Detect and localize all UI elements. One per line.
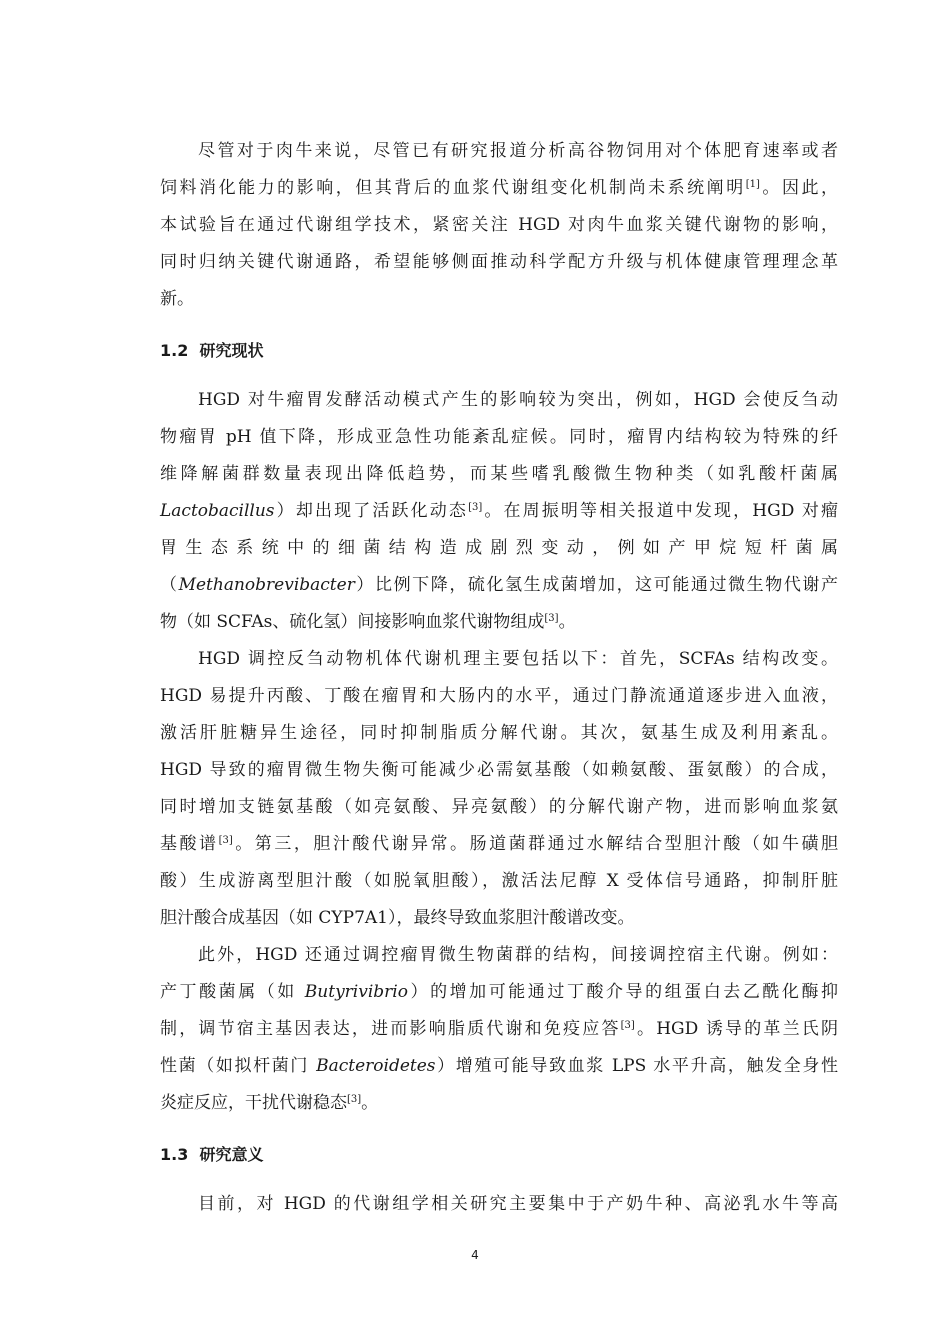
text-run: 制，调节宿主基因表达，进而影响脂质代谢和免疫应答 [160, 1019, 621, 1039]
text-line [160, 974, 838, 1011]
text-run: 。 [361, 1093, 379, 1113]
text-line [160, 493, 838, 530]
citation: [3] [620, 1020, 635, 1031]
section-heading-1-3 [160, 1144, 838, 1166]
text-line [160, 1048, 838, 1085]
text-line: 尽管对于肉牛来说，尽管已有研究报道分析高谷物饲用对个体肥育速率或者 [198, 141, 838, 161]
text-run: ）比例下降，硫化氢生成菌增加，这可能通过微生物代谢产 [354, 575, 839, 595]
paragraph-microbiota-regulation [160, 937, 838, 1122]
text-run: 。在周振明等相关报道中发现，HGD 对瘤 [482, 501, 838, 521]
paragraph-significance [160, 1186, 838, 1223]
text-line: 同时归纳关键代谢通路，希望能够侧面推动科学配方升级与机体健康管理理念革 [160, 252, 838, 272]
species-name: Lactobacillus [160, 501, 275, 521]
citation: [3] [347, 1094, 362, 1105]
paragraph-intro [160, 133, 838, 318]
text-line [160, 604, 838, 641]
citation: [3] [468, 502, 483, 513]
text-run: 。HGD 诱导的革兰氏阴 [634, 1019, 838, 1039]
text-line: 新。 [160, 289, 194, 309]
text-line: 此外，HGD 还通过调控瘤胃微生物菌群的结构，间接调控宿主代谢。例如： [198, 945, 838, 965]
section-title: 研究现状 [199, 341, 264, 360]
section-title: 研究意义 [199, 1145, 264, 1164]
text-line: HGD 导致的瘤胃微生物失衡可能减少必需氨基酸（如赖氨酸、蛋氨酸）的合成， [160, 760, 838, 780]
text-line: 同时增加支链氨基酸（如亮氨酸、异亮氨酸）的分解代谢产物，进而影响血浆氨 [160, 797, 838, 817]
section-heading-1-2 [160, 340, 838, 362]
text-run: 饲料消化能力的影响，但其背后的血浆代谢组变化机制尚未系统阐明 [160, 178, 746, 198]
text-run: （ [160, 575, 179, 595]
text-run: ）增殖可能导致血浆 LPS 水平升高，触发全身性 [435, 1056, 838, 1076]
text-line: 目前，对 HGD 的代谢组学相关研究主要集中于产奶牛种、高泌乳水牛等高 [198, 1194, 838, 1214]
section-number: 1.3 [160, 1145, 189, 1164]
text-line: 胃生态系统中的细菌结构造成剧烈变动，例如产甲烷短杆菌属 [160, 538, 838, 558]
text-line: 本试验旨在通过代谢组学技术，紧密关注 HGD 对肉牛血浆关键代谢物的影响， [160, 215, 838, 235]
text-run: 基酸谱 [160, 834, 219, 854]
paragraph-metabolic-mechanism [160, 641, 838, 937]
text-line: 酸）生成游离型胆汁酸（如脱氧胆酸），激活法尼醇 X 受体信号通路，抑制肝脏 [160, 871, 838, 891]
text-run: ）的增加可能通过丁酸介导的组蛋白去乙酰化酶抑 [407, 982, 839, 1002]
citation: [1] [745, 179, 760, 190]
text-line [160, 826, 838, 863]
citation: [3] [544, 613, 559, 624]
text-run: 。因此， [759, 178, 839, 198]
text-line [160, 1085, 838, 1122]
species-name: Methanobrevibacter [178, 575, 355, 595]
text-run: 物（如 SCFAs、硫化氢）间接影响血浆代谢物组成 [160, 612, 545, 632]
text-line [160, 1011, 838, 1048]
text-line [160, 170, 838, 207]
text-line: 胆汁酸合成基因（如 CYP7A1），最终导致血浆胆汁酸谱改变。 [160, 908, 635, 928]
text-run: 炎症反应，干扰代谢稳态 [160, 1093, 347, 1113]
text-run: 。第三，胆汁酸代谢异常。肠道菌群通过水解结合型胆汁酸（如牛磺胆 [232, 834, 839, 854]
citation: [3] [218, 835, 233, 846]
text-line: HGD 易提升丙酸、丁酸在瘤胃和大肠内的水平，通过门静流通道逐步进入血液， [160, 686, 838, 706]
text-run: ）却出现了活跃化动态 [274, 501, 469, 521]
text-line: HGD 调控反刍动物机体代谢机理主要包括以下：首先，SCFAs 结构改变。 [198, 649, 838, 669]
text-line [160, 567, 838, 604]
section-number: 1.2 [160, 341, 189, 360]
text-line: 物瘤胃 pH 值下降，形成亚急性功能紊乱症候。同时，瘤胃内结构较为特殊的纤 [160, 427, 838, 447]
text-line: 激活肝脏糖异生途径，同时抑制脂质分解代谢。其次，氨基生成及利用紊乱。 [160, 723, 838, 743]
text-run: 性菌（如拟杆菌门 [160, 1056, 317, 1076]
page-number: 4 [471, 1248, 479, 1262]
text-run: 产丁酸菌属（如 [160, 982, 305, 1002]
species-name: Butyrivibrio [304, 982, 408, 1002]
text-run: 。 [558, 612, 576, 632]
page-body [160, 133, 838, 1223]
text-line: HGD 对牛瘤胃发酵活动模式产生的影响较为突出，例如，HGD 会使反刍动 [198, 390, 838, 410]
species-name: Bacteroidetes [316, 1056, 436, 1076]
text-line: 维降解菌群数量表现出降低趋势，而某些嗜乳酸微生物种类（如乳酸杆菌属 [160, 464, 838, 484]
paragraph-rumen-fermentation [160, 382, 838, 641]
